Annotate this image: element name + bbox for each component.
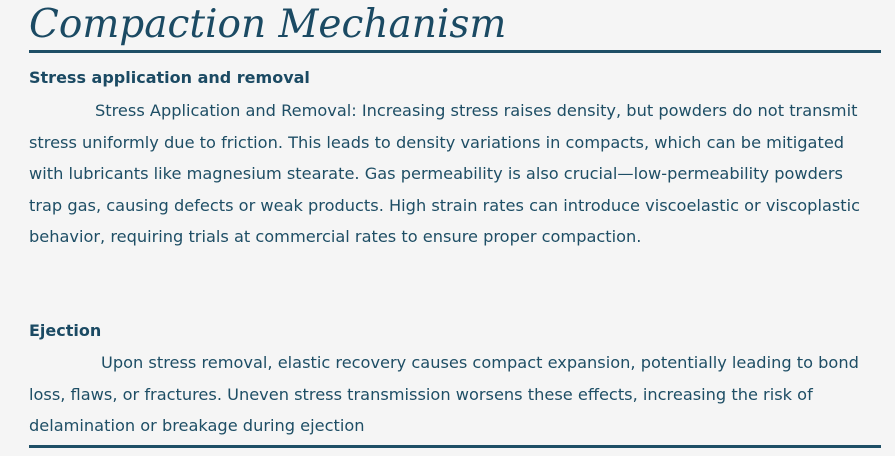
page-title: Compaction Mechanism [29,2,507,47]
section-body-ejection: Upon stress removal, elastic recovery causes compact expansion, potentially leading to bond loss, flaws, or fractures. Uneven stress transmission worsens these effects, increasing the risk of delamination or breakage during ejection [29,353,859,435]
title-divider [29,50,881,53]
section-heading-ejection: Ejection [29,321,102,340]
bottom-divider [29,445,881,448]
section-heading-stress: Stress application and removal [29,68,310,87]
section-body-stress: Stress Application and Removal: Increasing stress raises density, but powders do not transmit stress uniformly due to friction. This leads to density variations in compacts, which can be mitigated with lubricants like magnesium stearate. Gas permeability is also crucial—low-permeability powders trap gas, causing defects or weak products. High strain rates can introduce viscoelastic or viscoplastic behavior, requiring trials at commercial rates to ensure proper compaction. [29,101,861,246]
